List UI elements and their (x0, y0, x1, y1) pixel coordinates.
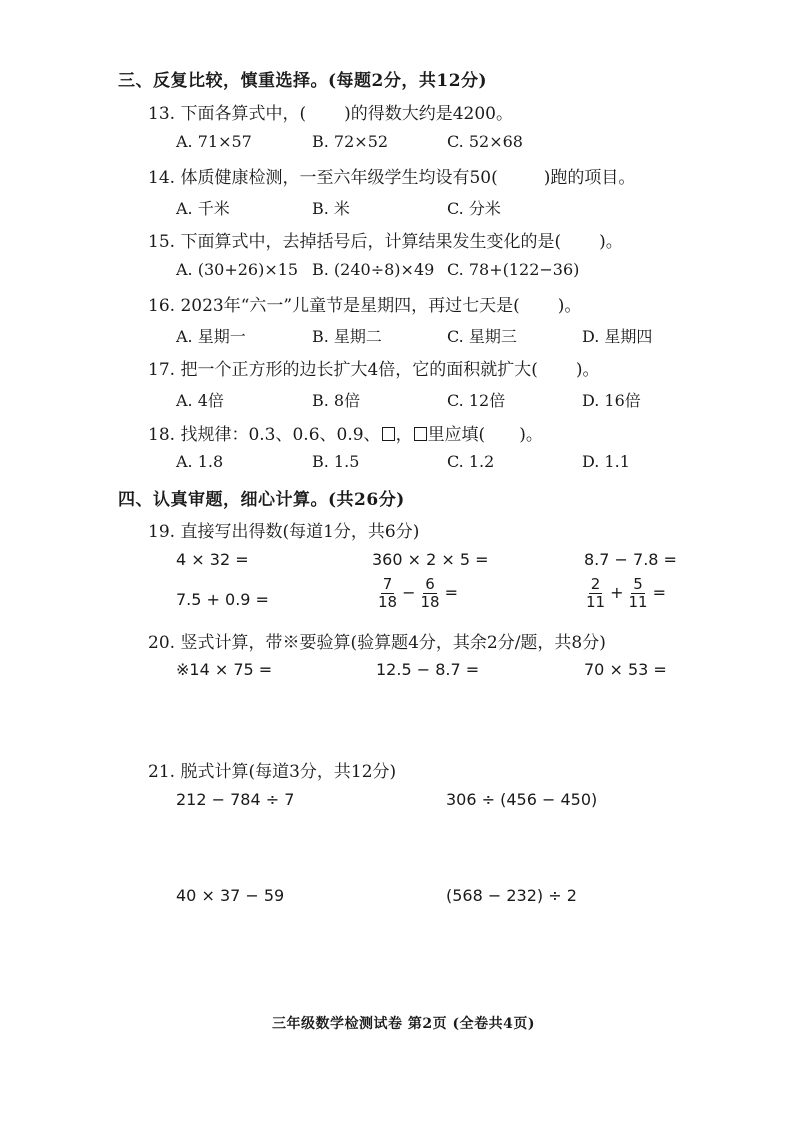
square-box-icon (414, 427, 427, 441)
question-21-title: 21. 脱式计算(每道3分，共12分) (148, 762, 397, 782)
option-c[interactable]: C. 分米 (447, 199, 501, 218)
fraction: $\frac{2}{11}$ (586, 575, 606, 612)
question-stem-before: 体质健康检测，一至六年级学生均设有50( (180, 168, 498, 188)
question-14 (148, 163, 635, 188)
question-19-title: 19. 直接写出得数(每道1分，共6分) (148, 522, 420, 542)
question-number: 13. (148, 104, 176, 124)
question-13 (148, 99, 513, 124)
option-a[interactable]: A. 71×57 (176, 132, 252, 151)
option-c[interactable]: C. 1.2 (447, 452, 495, 471)
calc-item: 8.7 − 7.8 = (584, 550, 677, 569)
stepwise-calc-item: (568 − 232) ÷ 2 (446, 886, 577, 905)
calc-item: 4 × 32 = (176, 550, 249, 569)
option-d[interactable]: D. 16倍 (582, 391, 641, 410)
calc-item: 7.5 + 0.9 = (176, 590, 269, 609)
option-d[interactable]: D. 星期四 (582, 327, 653, 346)
question-17 (148, 355, 600, 380)
option-b[interactable]: B. 星期二 (312, 327, 382, 346)
question-stem-after: )的得数大约是4200。 (344, 104, 513, 124)
option-a[interactable]: A. 1.8 (176, 452, 224, 471)
question-stem-b: ， (395, 425, 413, 445)
question-number: 15. (148, 232, 176, 252)
option-a[interactable]: A. 4倍 (176, 391, 224, 410)
calc-item: 360 × 2 × 5 = (372, 550, 489, 569)
question-stem-before: 把一个正方形的边长扩大4倍，它的面积就扩大( (180, 360, 538, 380)
fraction: $\frac{5}{11}$ (628, 575, 648, 612)
question-stem-before: 2023年“六一”儿童节是星期四，再过七天是( (180, 296, 520, 316)
question-stem-before: 下面各算式中，( (180, 104, 307, 124)
question-stem-after: )跑的项目。 (543, 168, 636, 188)
question-number: 18. (148, 425, 176, 445)
option-a[interactable]: A. 星期一 (176, 327, 246, 346)
stepwise-calc-item: 212 − 784 ÷ 7 (176, 790, 295, 809)
section-3-title: 三、反复比较，慎重选择。(每题2分，共12分) (118, 71, 488, 91)
stepwise-calc-item: 40 × 37 − 59 (176, 886, 285, 905)
question-stem-after: )。 (557, 296, 582, 316)
question-stem-after: )。 (599, 232, 623, 252)
question-number: 14. (148, 168, 176, 188)
vertical-calc-item: 70 × 53 = (584, 660, 667, 679)
option-c[interactable]: C. 52×68 (447, 132, 523, 151)
fraction: $\frac{7}{18}$ (378, 575, 398, 612)
option-d[interactable]: D. 1.1 (582, 452, 630, 471)
option-c[interactable]: C. 星期三 (447, 327, 517, 346)
option-b[interactable]: B. 米 (312, 199, 350, 218)
question-stem-after: )。 (575, 360, 600, 380)
page-footer: 三年级数学检测试卷 第2页 (全卷共4页) (272, 1016, 535, 1032)
vertical-calc-item: ※14 × 75 = (176, 660, 273, 679)
question-18 (148, 420, 543, 445)
section-4-title: 四、认真审题，细心计算。(共26分) (118, 490, 405, 510)
question-stem-a: 找规律：0.3、0.6、0.9、 (180, 425, 381, 445)
option-b[interactable]: B. 1.5 (312, 452, 360, 471)
question-number: 16. (148, 296, 176, 316)
option-a[interactable]: A. (30+26)×15 (176, 260, 299, 279)
question-stem-after: )。 (519, 425, 543, 445)
fraction: $\frac{6}{18}$ (420, 575, 440, 612)
fraction-expression-2: $\frac{2}{11}$ + $\frac{5}{11}$ = (586, 575, 666, 612)
question-stem-c: 里应填( (427, 425, 486, 445)
vertical-calc-item: 12.5 − 8.7 = (376, 660, 480, 679)
option-c[interactable]: C. 78+(122−36) (447, 260, 580, 279)
question-stem-before: 下面算式中，去掉括号后，计算结果发生变化的是( (180, 232, 562, 252)
question-15 (148, 227, 623, 252)
question-20-title: 20. 竖式计算，带※要验算(验算题4分，其余2分/题，共8分) (148, 633, 606, 653)
question-number: 17. (148, 360, 176, 380)
question-16 (148, 291, 581, 316)
option-b[interactable]: B. 8倍 (312, 391, 361, 410)
option-b[interactable]: B. 72×52 (312, 132, 389, 151)
fraction-expression-1: $\frac{7}{18}$ − $\frac{6}{18}$ = (378, 575, 458, 612)
option-b[interactable]: B. (240÷8)×49 (312, 260, 435, 279)
option-c[interactable]: C. 12倍 (447, 391, 506, 410)
stepwise-calc-item: 306 ÷ (456 − 450) (446, 790, 598, 809)
square-box-icon (382, 427, 395, 441)
option-a[interactable]: A. 千米 (176, 199, 230, 218)
